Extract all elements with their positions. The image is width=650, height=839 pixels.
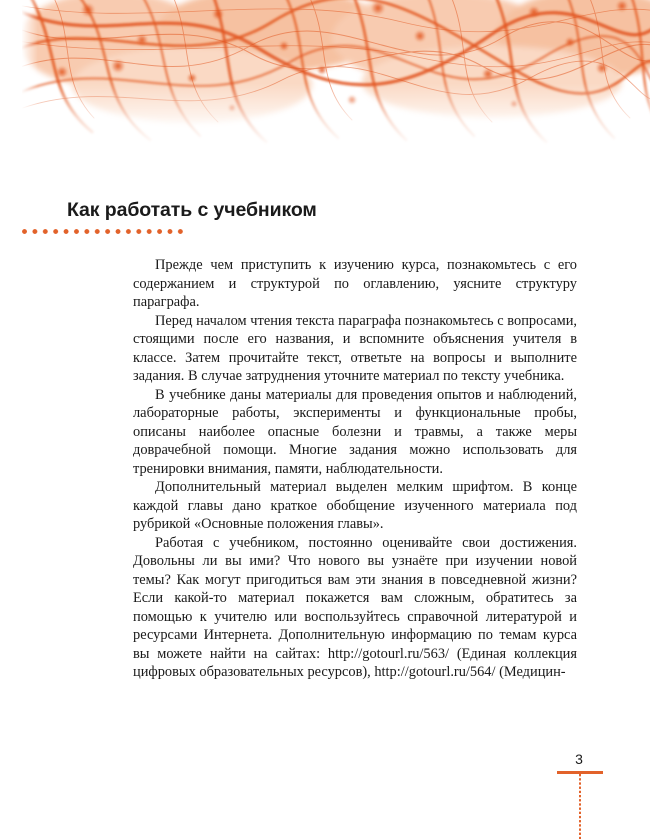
folio <box>510 752 650 839</box>
page-number: 3 <box>575 751 583 767</box>
page-title: Как работать с учебником <box>67 199 317 221</box>
body-text <box>133 256 577 682</box>
paragraph: Прежде чем приступить к изучению курса, познакомьтесь с его содержанием и структурой по оглавлению, уясните структуру параграфа. <box>133 257 577 310</box>
neuron-network-illustration <box>22 0 650 160</box>
paragraph: Дополнительный материал выделен мелким шрифтом. В конце каждой главы дано краткое обобщение изученного материала под рубрикой «Основные положения главы». <box>133 479 577 532</box>
paragraph: Работая с учебником, постоянно оценивайте свои достижения. Довольны ли вы ими? Что нового вы узнаёте при изучении новой темы? Как могут пригодиться вам эти знания в повседневной жизни? Если какой-то материал покажется вам сложным, обратитесь за помощью к учителю или воспользуйтесь справочной литературой и ресурсами Интернета. Дополнительную информацию по темам курса вы можете найти на сайтах: http://gotourl.ru/563/ (Единая коллекция цифровых образовательных ресурсов), http://gotourl.ru/564/ (Медицин- <box>133 534 577 680</box>
paragraph: В учебнике даны материалы для проведения опытов и наблюдений, лабораторные работы, эксперименты и функциональные пробы, описаны наиболее опасные болезни и травмы, а также меры доврачебной помощи. Многие задания можно использовать для тренировки внимания, памяти, наблюдательности. <box>133 386 577 477</box>
title-block <box>22 198 622 234</box>
title-dotted-rule <box>22 229 186 234</box>
folio-dotted-tick <box>579 774 581 839</box>
paragraph: Перед началом чтения текста параграфа познакомьтесь с вопросами, стоящими после его названия, и вспомните объяснения учителя в классе. Затем прочитайте текст, ответьте на вопросы и выполните задания. В случае затруднения уточните материал по тексту учебника. <box>133 312 577 384</box>
